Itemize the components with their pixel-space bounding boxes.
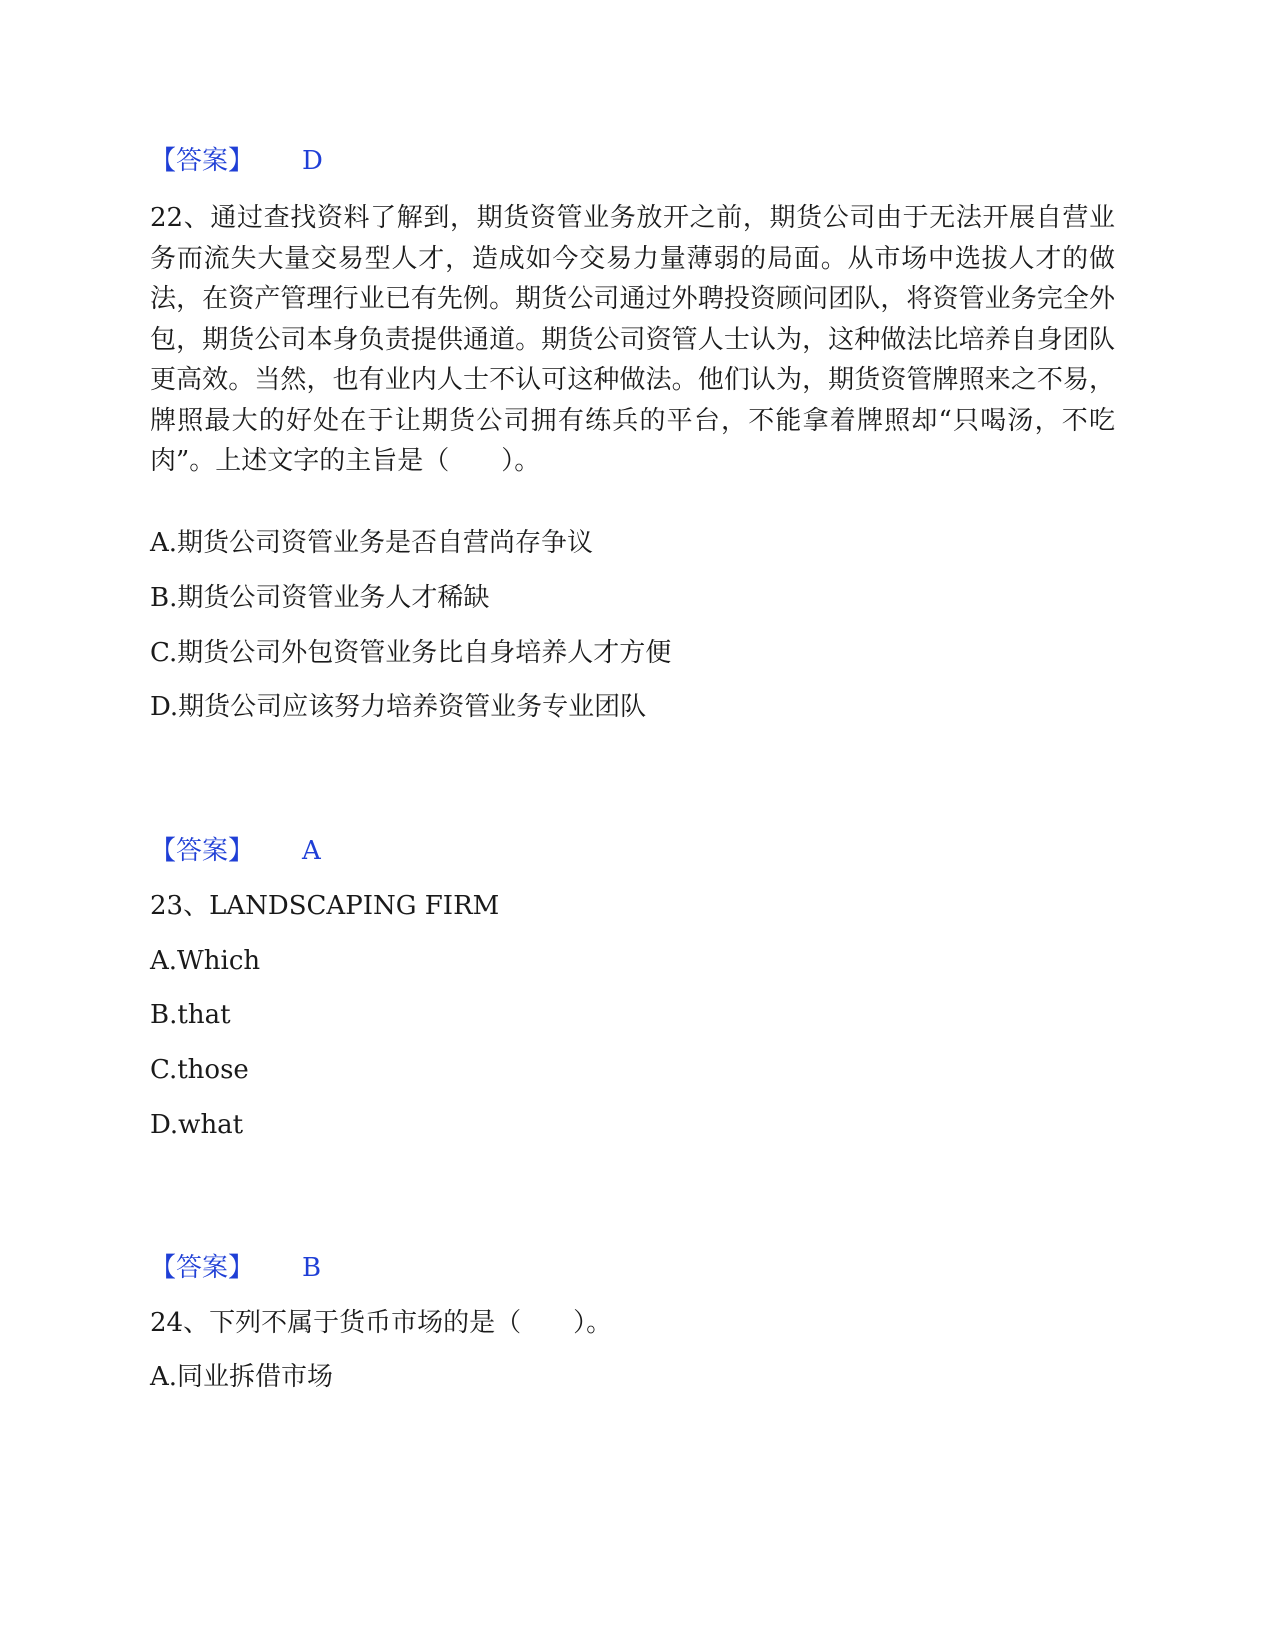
option-22-b: B.期货公司资管业务人才稀缺 [150, 583, 490, 613]
answer-value: B [302, 1253, 322, 1283]
option-24-a: A.同业拆借市场 [150, 1362, 334, 1392]
option-23-d: D.what [150, 1110, 244, 1140]
question-22-text: 22、通过查找资料了解到，期货资管业务放开之前，期货公司由于无法开展自营业务而流失大量交易型人才，造成如今交易力量薄弱的局面。从市场中选拔人才的做法，在资产管理行业已有先例。期货公司通过外聘投资顾问团队，将资管业务完全外包，期货公司本身负责提供通道。期货公司资管人士认为，这种做法比培养自身团队更高效。当然，也有业内人士不认可这种做法。他们认为，期货资管牌照来之不易，牌照最大的好处在于让期货公司拥有练兵的平台，不能拿着牌照却“只喝汤，不吃肉”。上述文字的主旨是（ ）。 [150, 203, 1115, 476]
option-22-c: C.期货公司外包资管业务比自身培养人才方便 [150, 638, 672, 668]
option-22-a: A.期货公司资管业务是否自营尚存争议 [150, 528, 594, 558]
option-23-c: C.those [150, 1055, 249, 1085]
option-23-a: A.Which [150, 946, 261, 976]
answer-value: A [302, 836, 321, 866]
answer-line-23 [150, 1255, 321, 1281]
question-23-text: 23、LANDSCAPING FIRM [150, 891, 500, 921]
option-23-b: B.that [150, 1000, 231, 1030]
answer-label: 【答案】 [150, 1253, 255, 1283]
answer-label: 【答案】 [150, 146, 255, 176]
question-24-text: 24、下列不属于货币市场的是（ ）。 [150, 1308, 613, 1338]
answer-line-22 [150, 838, 321, 864]
answer-value: D [302, 146, 323, 176]
answer-label: 【答案】 [150, 836, 255, 866]
option-22-d: D.期货公司应该努力培养资管业务专业团队 [150, 692, 647, 722]
answer-line-21 [150, 148, 323, 174]
